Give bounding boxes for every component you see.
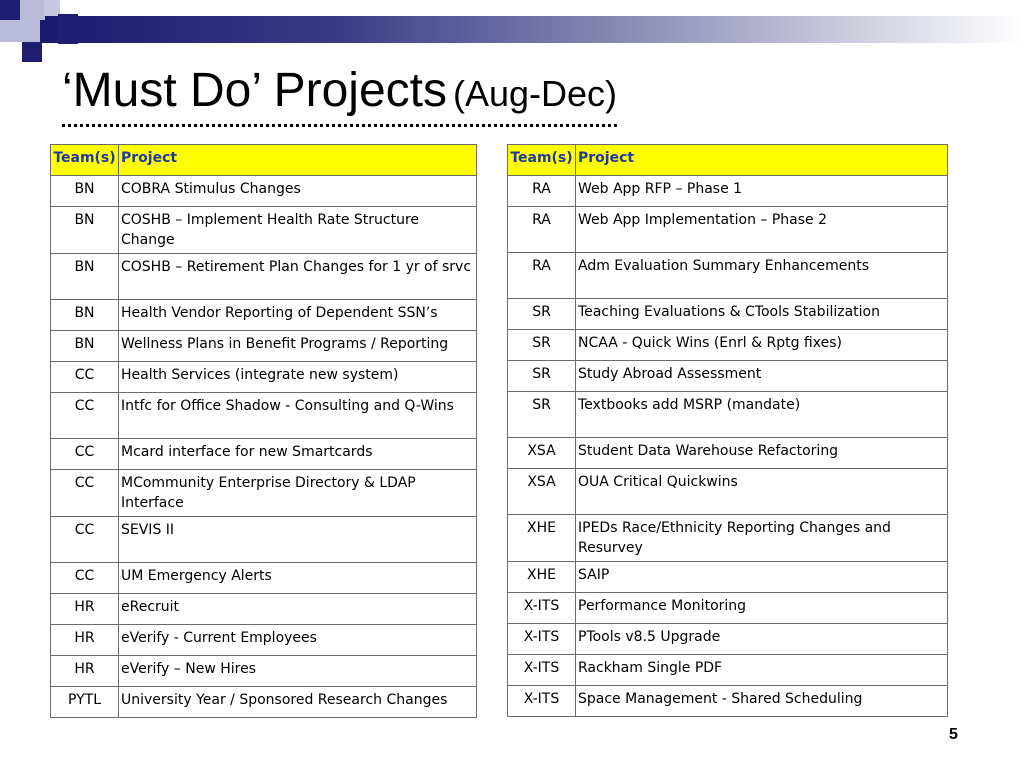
table-row	[51, 176, 477, 207]
table-row	[508, 686, 948, 717]
header-square-decoration	[58, 14, 78, 44]
project-cell: Adm Evaluation Summary Enhancements	[576, 253, 948, 299]
table-row	[51, 393, 477, 439]
table-row	[508, 361, 948, 392]
team-cell: PYTL	[51, 687, 119, 718]
project-cell: OUA Critical Quickwins	[576, 469, 948, 515]
team-cell: RA	[508, 253, 576, 299]
project-cell: eVerify – New Hires	[119, 656, 477, 687]
table-row	[508, 624, 948, 655]
project-cell: COSHB – Implement Health Rate Structure Change	[119, 207, 477, 254]
team-cell: BN	[51, 300, 119, 331]
team-cell: RA	[508, 176, 576, 207]
project-cell: UM Emergency Alerts	[119, 563, 477, 594]
table-row	[51, 300, 477, 331]
table-row	[51, 594, 477, 625]
team-cell: CC	[51, 563, 119, 594]
project-cell: Teaching Evaluations & CTools Stabilization	[576, 299, 948, 330]
project-cell: University Year / Sponsored Research Changes	[119, 687, 477, 718]
team-cell: X-ITS	[508, 593, 576, 624]
project-cell: COSHB – Retirement Plan Changes for 1 yr of srvc	[119, 254, 477, 300]
table-row	[508, 438, 948, 469]
header-square-decoration	[0, 0, 20, 20]
table-row	[508, 593, 948, 624]
team-cell: CC	[51, 439, 119, 470]
header-band	[40, 16, 1024, 43]
project-cell: Space Management - Shared Scheduling	[576, 686, 948, 717]
team-cell: RA	[508, 207, 576, 253]
project-cell: Mcard interface for new Smartcards	[119, 439, 477, 470]
team-cell: SR	[508, 392, 576, 438]
team-column-header: Team(s)	[508, 145, 576, 176]
project-cell: eRecruit	[119, 594, 477, 625]
table-row	[508, 655, 948, 686]
table-row	[51, 362, 477, 393]
project-cell: SAIP	[576, 562, 948, 593]
slide-title-main: ‘Must Do’ Projects	[62, 64, 447, 117]
project-cell: Textbooks add MSRP (mandate)	[576, 392, 948, 438]
team-cell: CC	[51, 393, 119, 439]
team-cell: CC	[51, 362, 119, 393]
project-cell: MCommunity Enterprise Directory & LDAP Interface	[119, 470, 477, 517]
table-row	[51, 207, 477, 254]
team-cell: X-ITS	[508, 624, 576, 655]
table-row	[508, 299, 948, 330]
team-cell: BN	[51, 254, 119, 300]
project-cell: Web App RFP – Phase 1	[576, 176, 948, 207]
team-cell: SR	[508, 299, 576, 330]
right-projects-table	[507, 144, 948, 717]
slide-title	[62, 62, 617, 127]
project-cell: Health Vendor Reporting of Dependent SSN’s	[119, 300, 477, 331]
team-cell: BN	[51, 207, 119, 254]
team-cell: CC	[51, 517, 119, 563]
team-cell: HR	[51, 625, 119, 656]
team-cell: XHE	[508, 562, 576, 593]
project-cell: IPEDs Race/Ethnicity Reporting Changes and Resurvey	[576, 515, 948, 562]
table-row	[51, 439, 477, 470]
header-square-decoration	[22, 42, 42, 62]
project-cell: NCAA - Quick Wins (Enrl & Rptg fixes)	[576, 330, 948, 361]
table-row	[51, 656, 477, 687]
page-number: 5	[949, 726, 958, 743]
table-row	[51, 517, 477, 563]
left-projects-table	[50, 144, 477, 718]
table-row	[51, 625, 477, 656]
team-cell: HR	[51, 594, 119, 625]
table-row	[51, 254, 477, 300]
project-cell: SEVIS II	[119, 517, 477, 563]
project-cell: COBRA Stimulus Changes	[119, 176, 477, 207]
project-cell: Web App Implementation – Phase 2	[576, 207, 948, 253]
project-cell: eVerify - Current Employees	[119, 625, 477, 656]
team-cell: CC	[51, 470, 119, 517]
project-cell: PTools v8.5 Upgrade	[576, 624, 948, 655]
table-row	[508, 176, 948, 207]
project-cell: Student Data Warehouse Refactoring	[576, 438, 948, 469]
project-cell: Health Services (integrate new system)	[119, 362, 477, 393]
team-cell: X-ITS	[508, 655, 576, 686]
project-column-header: Project	[576, 145, 948, 176]
project-cell: Rackham Single PDF	[576, 655, 948, 686]
project-cell: Performance Monitoring	[576, 593, 948, 624]
project-cell: Intfc for Office Shadow - Consulting and Q-Wins	[119, 393, 477, 439]
team-cell: X-ITS	[508, 686, 576, 717]
table-row	[508, 562, 948, 593]
table-row	[51, 470, 477, 517]
table-row	[508, 469, 948, 515]
team-cell: XHE	[508, 515, 576, 562]
table-row	[51, 331, 477, 362]
table-row	[508, 330, 948, 361]
project-column-header: Project	[119, 145, 477, 176]
team-cell: BN	[51, 176, 119, 207]
slide-title-sub: (Aug-Dec)	[452, 73, 618, 114]
team-cell: HR	[51, 656, 119, 687]
team-column-header: Team(s)	[51, 145, 119, 176]
team-cell: XSA	[508, 438, 576, 469]
project-cell: Study Abroad Assessment	[576, 361, 948, 392]
table-row	[508, 392, 948, 438]
table-row	[508, 253, 948, 299]
team-cell: BN	[51, 331, 119, 362]
table-row	[51, 563, 477, 594]
header-square-decoration	[0, 20, 40, 42]
team-cell: XSA	[508, 469, 576, 515]
table-row	[508, 207, 948, 253]
header-square-decoration	[20, 0, 45, 20]
team-cell: SR	[508, 330, 576, 361]
table-row	[508, 515, 948, 562]
table-row	[51, 687, 477, 718]
team-cell: SR	[508, 361, 576, 392]
project-cell: Wellness Plans in Benefit Programs / Reporting	[119, 331, 477, 362]
